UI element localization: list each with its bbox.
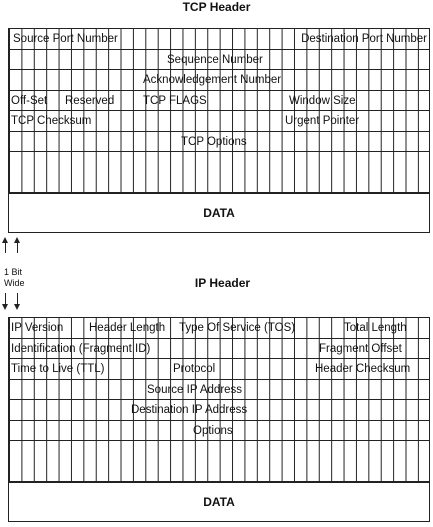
arrow-shaft — [17, 293, 18, 304]
ip-data-box: DATA — [8, 482, 430, 522]
tcp-header-title: TCP Header — [182, 0, 251, 14]
tcp-dest-port-label: Destination Port Number — [301, 33, 427, 45]
bit-note-line1: 1 Bit — [4, 267, 23, 277]
tcp-row-options — [9, 132, 429, 153]
ip-row-identification — [9, 339, 429, 360]
tcp-data-box: DATA — [8, 193, 430, 233]
ip-options-label: Options — [193, 424, 233, 437]
arrow-down-icon — [14, 304, 20, 310]
tcp-flags-label: TCP FLAGS — [143, 94, 207, 107]
tcp-urgent-label: Urgent Pointer — [285, 115, 360, 127]
tcp-source-port-label: Source Port Number — [13, 33, 118, 45]
ip-protocol-label: Protocol — [173, 363, 216, 375]
tcp-row-offset-flags — [9, 91, 429, 112]
ip-tos-label: Type Of Service (TOS) — [179, 322, 296, 334]
ip-ttl-label: Time to Live (TTL) — [11, 363, 105, 375]
tcp-row-ack — [9, 70, 429, 91]
ip-version-label: IP Version — [11, 322, 64, 334]
arrow-down-icon — [2, 304, 8, 310]
arrow-shaft — [5, 243, 6, 253]
ip-fragment-offset-label: Fragment Offset — [319, 342, 402, 355]
tcp-window-label: Window Size — [289, 94, 356, 107]
ip-dest-label: Destination IP Address — [131, 404, 248, 416]
arrow-shaft — [17, 243, 18, 253]
tcp-row-blank — [9, 152, 429, 173]
ip-row-options — [9, 421, 429, 442]
ip-row-version — [9, 318, 429, 339]
ip-identification-label: Identification (Fragment ID) — [11, 342, 151, 355]
tcp-checksum-label: TCP Checksum — [11, 115, 92, 127]
tcp-offset-label: Off-Set — [11, 94, 48, 107]
tcp-sequence-label: Sequence Number — [167, 53, 263, 66]
tcp-reserved-label: Reserved — [65, 94, 115, 107]
ip-row-source — [9, 380, 429, 401]
tcp-ack-label: Acknowledgement Number — [143, 74, 282, 86]
tcp-header-grid — [8, 28, 430, 193]
ip-source-label: Source IP Address — [147, 383, 243, 396]
bit-note-line2: Wide — [4, 278, 25, 288]
ip-header-checksum-label: Header Checksum — [315, 363, 411, 375]
tcp-options-label: TCP Options — [181, 135, 247, 148]
ip-row-blank — [9, 441, 429, 462]
ip-row-dest — [9, 400, 429, 421]
ip-header-length-label: Header Length — [89, 322, 166, 334]
ip-header-grid — [8, 317, 430, 482]
ip-row-ttl — [9, 359, 429, 380]
ip-header-title: IP Header — [194, 276, 251, 290]
ip-total-length-label: Total Length — [344, 322, 407, 334]
tcp-row-sequence — [9, 50, 429, 71]
tcp-row-ports — [9, 29, 429, 50]
tcp-row-checksum — [9, 111, 429, 132]
arrow-shaft — [5, 293, 6, 304]
